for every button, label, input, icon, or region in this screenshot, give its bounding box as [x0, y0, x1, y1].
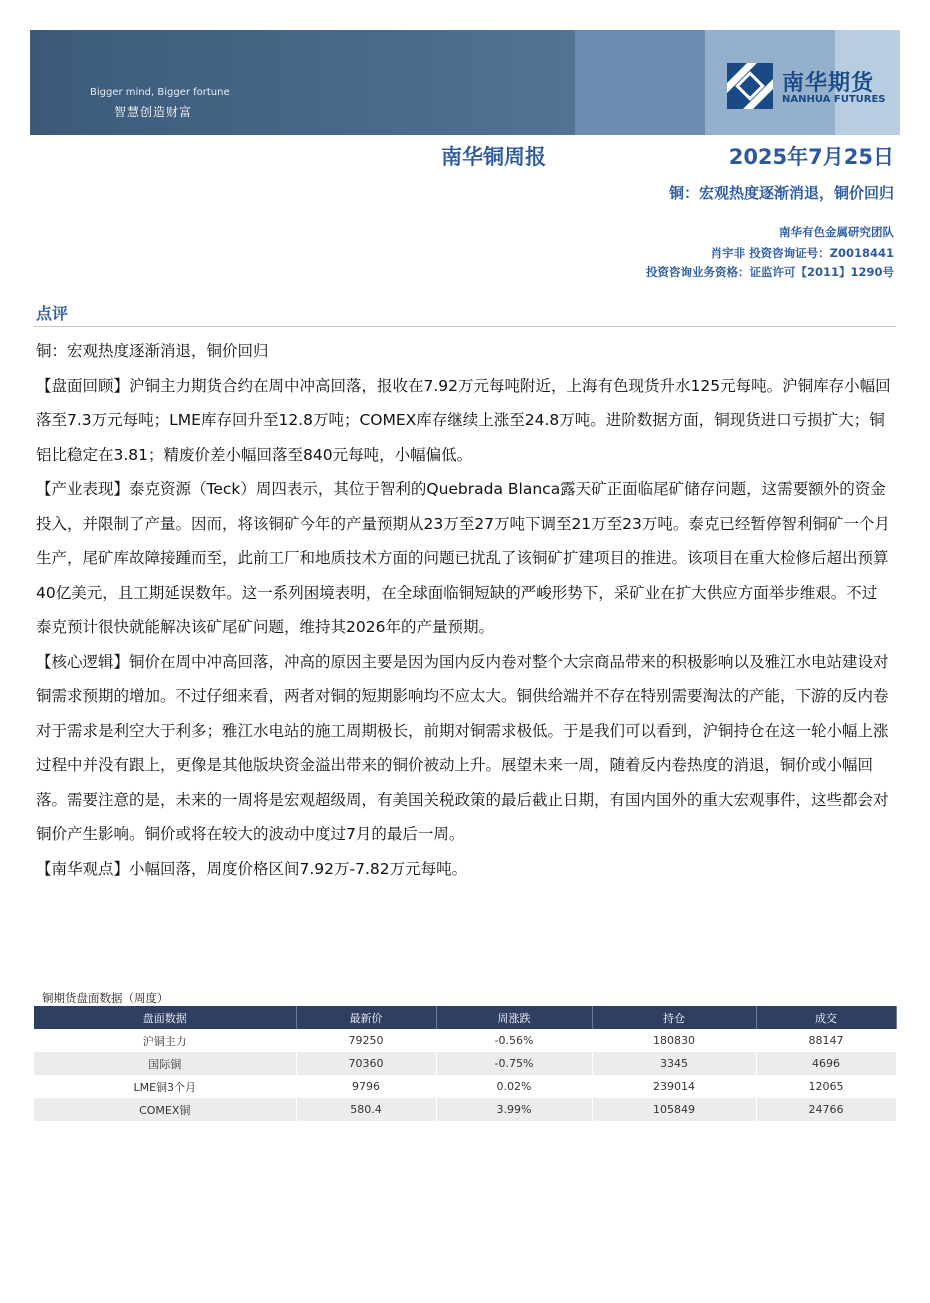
- lead-line: 铜：宏观热度逐渐消退，铜价回归: [36, 342, 269, 360]
- table-cell: 79250: [296, 1029, 436, 1052]
- table-cell: 4696: [756, 1052, 896, 1075]
- table-cell: 70360: [296, 1052, 436, 1075]
- table-cell: 9796: [296, 1075, 436, 1098]
- slogan-english: Bigger mind, Bigger fortune: [90, 87, 230, 98]
- table-cell: 3345: [592, 1052, 756, 1075]
- table-row: [34, 1075, 896, 1098]
- table-cell: COMEX铜: [34, 1098, 296, 1121]
- table-cell: 105849: [592, 1098, 756, 1121]
- table-cell: 12065: [756, 1075, 896, 1098]
- table-header-row: [34, 1006, 896, 1029]
- research-team: 南华有色金属研究团队: [779, 225, 894, 239]
- logo-text-chinese: 南华期货: [782, 71, 875, 96]
- report-subtitle: 铜：宏观热度逐渐消退，铜价回归: [668, 184, 894, 202]
- column-header: 盘面数据: [34, 1006, 296, 1029]
- paragraph-view: 【南华观点】小幅回落，周度价格区间7.92万-7.82万元每吨。: [36, 859, 468, 878]
- table-cell: 国际铜: [34, 1052, 296, 1075]
- table-row: [34, 1029, 896, 1052]
- header-banner: [30, 30, 900, 135]
- table-cell: 沪铜主力: [34, 1029, 296, 1052]
- paragraph-market-review: 【盘面回顾】沪铜主力期货合约在周中冲高回落，报收在7.92万元每吨附近，上海有色现货升水125元每吨。沪铜库存小幅回落至7.3万元每吨；LME库存回升至12.8万吨；COMEX库存继续上涨至24.8万吨。进阶数据方面，铜现货进口亏损扩大；铜铝比稳定在3.81；精废价差小幅回落至840元每吨，小幅偏低。: [36, 376, 891, 464]
- commentary-body: [36, 334, 892, 886]
- table-cell: 239014: [592, 1075, 756, 1098]
- table-row: [34, 1052, 896, 1075]
- section-title: 点评: [36, 304, 69, 323]
- paragraph-industry: 【产业表现】泰克资源（Teck）周四表示，其位于智利的Quebrada Blanca露天矿正面临尾矿储存问题，这需要额外的资金投入，并限制了产量。因而，将该铜矿今年的产量预期从23万至27万吨下调至21万至23万吨。泰克已经暂停智利铜矿一个月生产，尾矿库故障接踵而至，此前工厂和地质技术方面的问题已扰乱了该铜矿扩建项目的推进。该项目在重大检修后超出预算40亿美元，且工期延误数年。这一系列困境表明，在全球面临铜短缺的严峻形势下，采矿业在扩大供应方面举步维艰。不过泰克预计很快就能解决该矿尾矿问题，维持其2026年的产量预期。: [36, 480, 890, 636]
- futures-data-table: [34, 1006, 897, 1121]
- section-divider: [34, 326, 896, 327]
- analyst-credential: 肖宇非 投资咨询证号：Z0018441: [710, 246, 894, 260]
- table-cell: 3.99%: [436, 1098, 592, 1121]
- paragraph-core-logic: 【核心逻辑】铜价在周中冲高回落，冲高的原因主要是因为国内反内卷对整个大宗商品带来的积极影响以及雅江水电站建设对铜需求预期的增加。不过仔细来看，两者对铜的短期影响均不应太大。铜供给端并不存在特别需要淘汰的产能，下游的反内卷对于需求是利空大于利多；雅江水电站的施工周期极长，前期对铜需求极低。于是我们可以看到，沪铜持仓在这一轮小幅上涨过程中并没有跟上，更像是其他版块资金溢出带来的铜价被动上升。展望未来一周，随着反内卷热度的消退，铜价或小幅回落。需要注意的是，未来的一周将是宏观超级周，有美国关税政策的最后截止日期，有国内国外的重大宏观事件，这些都会对铜价产生影响。铜价或将在较大的波动中度过7月的最后一周。: [36, 652, 889, 843]
- column-header: 成交: [756, 1006, 896, 1029]
- table-cell: 24766: [756, 1098, 896, 1121]
- column-header: 最新价: [296, 1006, 436, 1029]
- table-cell: LME铜3个月: [34, 1075, 296, 1098]
- table-caption: 铜期货盘面数据（周度）: [42, 991, 169, 1005]
- table-cell: 180830: [592, 1029, 756, 1052]
- logo-text-english: NANHUA FUTURES: [782, 94, 886, 105]
- column-header: 持仓: [592, 1006, 756, 1029]
- column-header: 周涨跌: [436, 1006, 592, 1029]
- nanhua-logo-icon: [727, 63, 773, 109]
- report-title: 南华铜周报: [441, 145, 546, 169]
- table-cell: 580.4: [296, 1098, 436, 1121]
- license-info: 投资咨询业务资格：证监许可【2011】1290号: [645, 265, 894, 279]
- report-date: 2025年7月25日: [728, 145, 894, 169]
- banner-band: [575, 30, 705, 135]
- table-cell: 88147: [756, 1029, 896, 1052]
- table-cell: -0.75%: [436, 1052, 592, 1075]
- slogan-chinese: 智慧创造财富: [114, 105, 193, 119]
- table-row: [34, 1098, 896, 1121]
- table-cell: 0.02%: [436, 1075, 592, 1098]
- table-cell: -0.56%: [436, 1029, 592, 1052]
